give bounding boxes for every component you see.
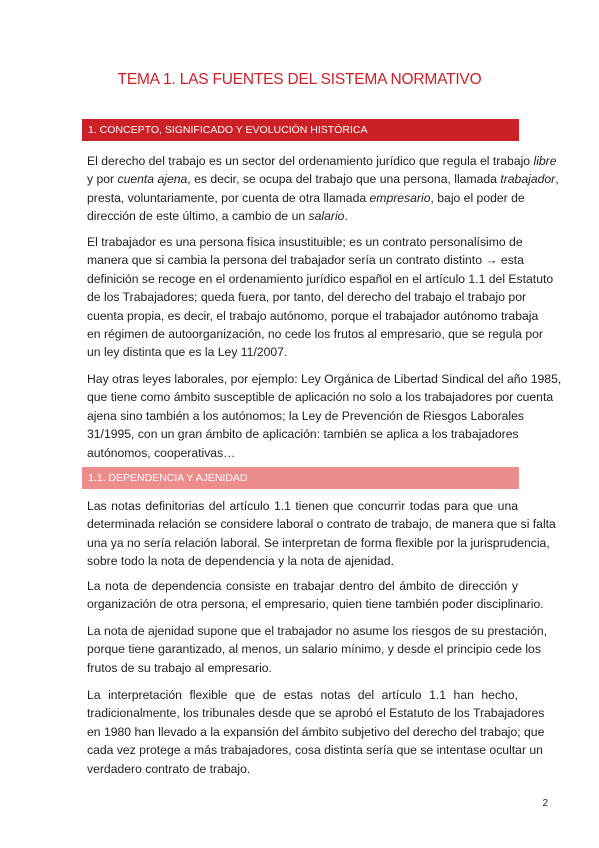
text-line: organización de otra persona, el empresario, quien tiene también poder disciplinario. xyxy=(87,597,544,612)
text-line: autónomos, cooperativas… xyxy=(87,445,236,460)
text-line: en 1980 han llevado a la expansión del ámbito subjetivo del derecho del trabajo; que xyxy=(87,724,545,739)
paragraph-dependencia xyxy=(87,577,544,614)
text-line: dirección de este último, a cambio de un salario. xyxy=(87,209,348,224)
text-line: El trabajador es una persona física insustituible; es un contrato personalísimo de xyxy=(87,235,523,249)
text-line: cuenta propia, es decir, el trabajo autónomo, porque el trabajador autónomo trabaja xyxy=(87,308,539,323)
text-line: tradicionalmente, los tribunales desde que se aprobó el Estatuto de los Trabajadores xyxy=(87,706,545,721)
text-line: que tiene como ámbito susceptible de aplicación no solo a los trabajadores por cuenta xyxy=(87,390,554,405)
text-line: cada vez protege a más trabajadores, cosa distinta sería que se intentase ocultar un xyxy=(87,743,543,758)
text-line: frutos de su trabajo al empresario. xyxy=(87,660,272,675)
text-line: La nota de ajenidad supone que el trabajador no asume los riesgos de su prestación, xyxy=(87,624,548,638)
text-line: un ley distinta que es la Ley 11/2007. xyxy=(87,345,288,360)
paragraph-definition xyxy=(87,152,559,226)
text-line: El derecho del trabajo es un sector del ordenamiento jurídico que regula el trabajo libre xyxy=(87,154,557,168)
text-line: La nota de dependencia consiste en trabajar dentro del ámbito de dirección y xyxy=(87,579,518,593)
text-line: Hay otras leyes laborales, por ejemplo: Ley Orgánica de Libertad Sindical del año 1985, xyxy=(87,372,562,386)
text-line: manera que si cambia la persona del trabajador sería un contrato distinto → esta xyxy=(87,253,524,268)
page-title: TEMA 1. LAS FUENTES DEL SISTEMA NORMATIVO xyxy=(117,71,482,88)
text-line: Las notas definitorias del artículo 1.1 tienen que concurrir todas para que una xyxy=(87,499,518,513)
text-line: verdadero contrato de trabajo. xyxy=(87,761,251,776)
text-line: y por cuenta ajena, es decir, se ocupa del trabajo que una persona, llamada trabajador, xyxy=(87,172,559,187)
text-line: La interpretación flexible que de estas notas del artículo 1.1 han hecho, xyxy=(87,688,518,702)
text-line: ajena sino también a los autónomos; la Ley de Prevención de Riesgos Laborales xyxy=(87,408,524,423)
paragraph-notas-definitorias xyxy=(87,497,556,571)
paragraph-interpretacion xyxy=(87,686,545,778)
paragraph-trabajador xyxy=(87,233,554,362)
text-line: una ya no sería relación laboral. Se interpretan de forma flexible por la jurisprudencia, xyxy=(87,535,550,550)
page-number: 2 xyxy=(542,798,548,809)
text-line: 31/1995, con un gran ámbito de aplicación: también se aplica a los trabajadores xyxy=(87,427,519,442)
text-line: determinada relación se considere laboral o contrato de trabajo, de manera que si falta xyxy=(87,517,556,532)
section-heading-dependencia: 1.1. DEPENDENCIA Y AJENIDAD xyxy=(82,467,519,489)
text-line: de los Trabajadores; queda fuera, por tanto, del derecho del trabajo el trabajo por xyxy=(87,290,527,305)
paragraph-ajenidad xyxy=(87,622,548,677)
text-line: sobre todo la nota de dependencia y la nota de ajenidad. xyxy=(87,554,394,569)
paragraph-otras-leyes xyxy=(87,370,562,462)
text-line: presta, voluntariamente, por cuenta de otra llamada empresario, bajo el poder de xyxy=(87,190,525,205)
section-heading-concepto: 1. CONCEPTO, SIGNIFICADO Y EVOLUCIÓN HISTÓRICA xyxy=(82,119,519,141)
text-line: definición se recoge en el ordenamiento jurídico español en el artículo 1.1 del Estatuto xyxy=(87,271,554,286)
text-line: porque tiene garantizado, al menos, un salario mínimo, y desde el principio cede los xyxy=(87,642,541,657)
text-line: en régimen de autoorganización, no cede los frutos al empresario, que se regula por xyxy=(87,327,543,342)
